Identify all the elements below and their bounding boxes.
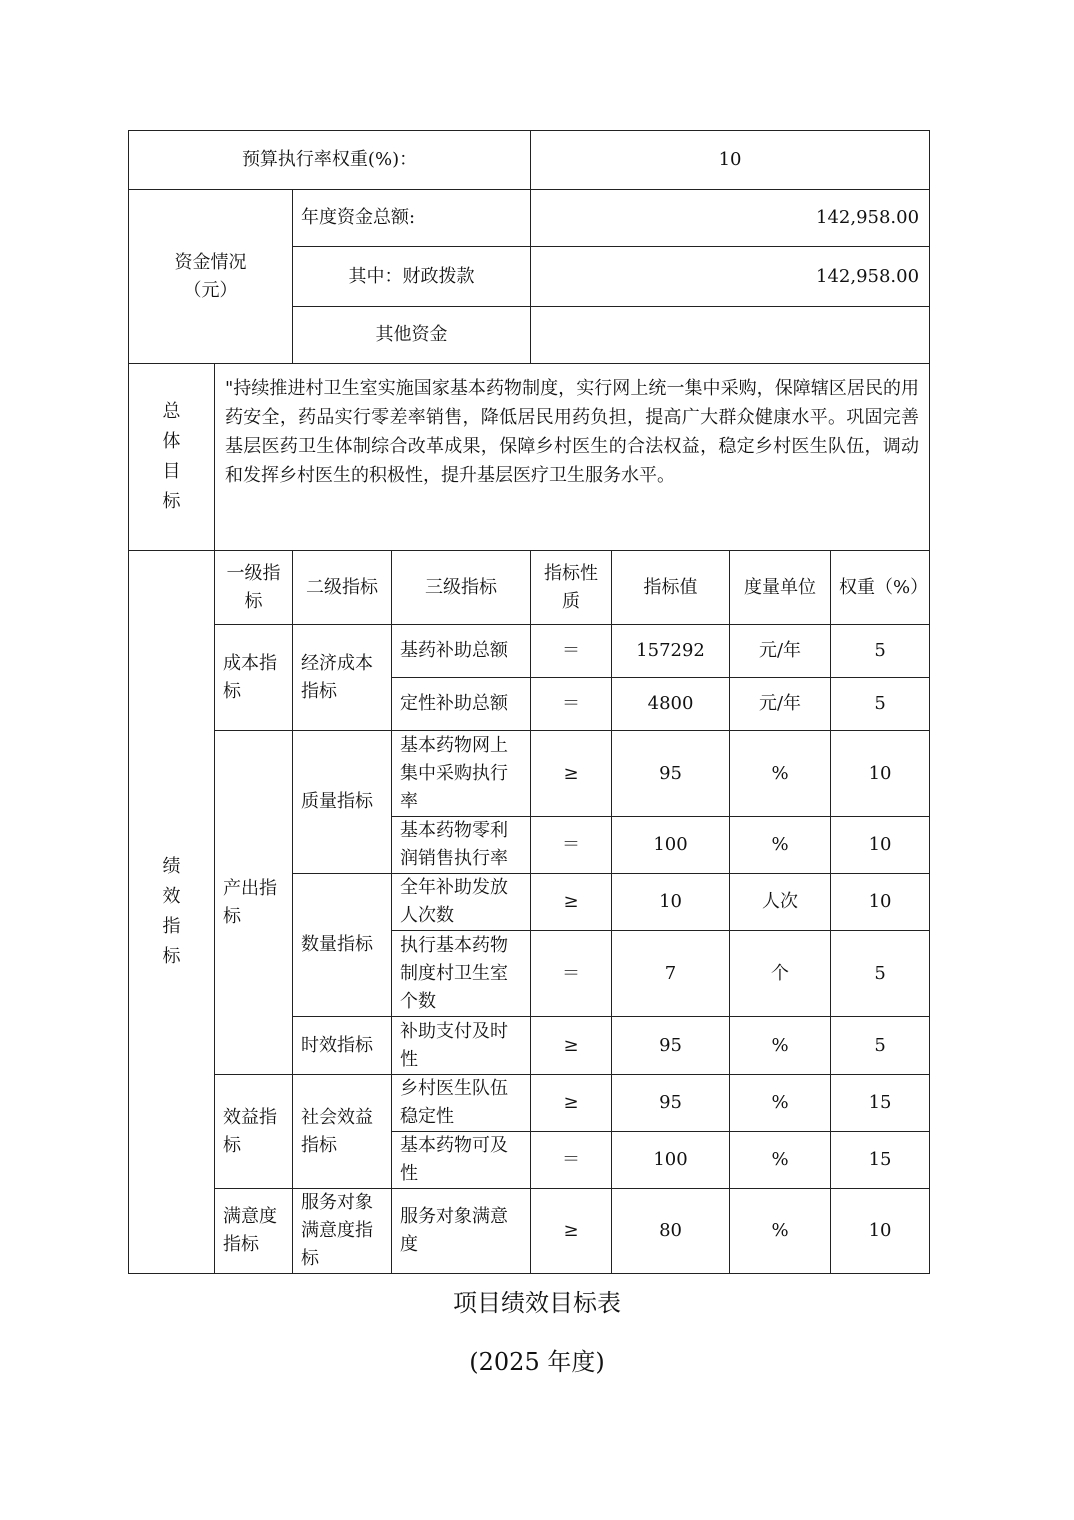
funds-label: 资金情况（元） bbox=[129, 190, 293, 364]
indicator-unit: % bbox=[730, 1189, 831, 1274]
indicator-weight: 5 bbox=[831, 625, 930, 678]
performance-target-table bbox=[128, 130, 930, 1274]
level1-cost: 成本指标 bbox=[215, 625, 293, 731]
indicator-weight: 15 bbox=[831, 1075, 930, 1132]
indicator-weight: 5 bbox=[831, 931, 930, 1017]
fiscal-value: 142,958.00 bbox=[531, 247, 930, 307]
indicator-nature: ＝ bbox=[531, 678, 612, 731]
indicator-weight: 10 bbox=[831, 817, 930, 874]
indicator-weight: 10 bbox=[831, 1189, 930, 1274]
table-row bbox=[129, 625, 930, 678]
indicator-nature: ＝ bbox=[531, 625, 612, 678]
indicator-name: 补助支付及时性 bbox=[392, 1017, 531, 1075]
indicator-value: 7 bbox=[612, 931, 730, 1017]
indicator-value: 100 bbox=[612, 1132, 730, 1189]
caption-title: 项目绩效目标表 bbox=[453, 1289, 621, 1317]
indicator-value: 95 bbox=[612, 1017, 730, 1075]
indicator-value: 10 bbox=[612, 874, 730, 931]
overall-goal-text: "持续推进村卫生室实施国家基本药物制度，实行网上统一集中采购，保障辖区居民的用药安全，药品实行零差率销售，降低居民用药负担，提高广大群众健康水平。巩固完善基层医药卫生体制综合改革成果，保障乡村医生的合法权益，稳定乡村医生队伍，调动和发挥乡村医生的积极性，提升基层医疗卫生服务水平。 bbox=[215, 364, 930, 551]
level1-benefit: 效益指标 bbox=[215, 1075, 293, 1189]
indicator-name: 乡村医生队伍稳定性 bbox=[392, 1075, 531, 1132]
indicator-name: 执行基本药物制度村卫生室个数 bbox=[392, 931, 531, 1017]
indicator-name: 基药补助总额 bbox=[392, 625, 531, 678]
level2-timeliness: 时效指标 bbox=[293, 1017, 392, 1075]
caption-year: (2025 年度) bbox=[469, 1348, 605, 1376]
indicator-unit: % bbox=[730, 1075, 831, 1132]
fiscal-label: 其中：财政拨款 bbox=[293, 247, 531, 307]
indicator-value: 4800 bbox=[612, 678, 730, 731]
table-row bbox=[129, 1189, 930, 1274]
indicator-unit: % bbox=[730, 1017, 831, 1075]
indicator-name: 基本药物可及性 bbox=[392, 1132, 531, 1189]
indicator-value: 157292 bbox=[612, 625, 730, 678]
budget-weight-label: 预算执行率权重(%)： bbox=[129, 131, 531, 190]
level2-economic-cost: 经济成本指标 bbox=[293, 625, 392, 731]
header-nature: 指标性质 bbox=[531, 551, 612, 625]
header-level1: 一级指标 bbox=[215, 551, 293, 625]
indicator-name: 定性补助总额 bbox=[392, 678, 531, 731]
indicator-name: 服务对象满意度 bbox=[392, 1189, 531, 1274]
performance-label: 绩 效 指 标 bbox=[129, 551, 215, 1274]
indicator-nature: ≥ bbox=[531, 1075, 612, 1132]
indicator-nature: ≥ bbox=[531, 731, 612, 817]
indicator-name: 全年补助发放人次数 bbox=[392, 874, 531, 931]
budget-weight-value: 10 bbox=[531, 131, 930, 190]
indicator-weight: 15 bbox=[831, 1132, 930, 1189]
header-weight: 权重（%） bbox=[831, 551, 930, 625]
other-funds-value bbox=[531, 307, 930, 364]
indicator-nature: ＝ bbox=[531, 931, 612, 1017]
indicator-unit: % bbox=[730, 817, 831, 874]
overall-goal-label: 总 体 目 标 bbox=[129, 364, 215, 551]
table-row bbox=[129, 1075, 930, 1132]
indicator-unit: % bbox=[730, 1132, 831, 1189]
indicator-nature: ＝ bbox=[531, 1132, 612, 1189]
indicator-value: 80 bbox=[612, 1189, 730, 1274]
level1-output: 产出指标 bbox=[215, 731, 293, 1075]
other-funds-label: 其他资金 bbox=[293, 307, 531, 364]
level1-satisfaction: 满意度指标 bbox=[215, 1189, 293, 1274]
indicator-name: 基本药物网上集中采购执行率 bbox=[392, 731, 531, 817]
table-row bbox=[129, 731, 930, 817]
level2-quantity: 数量指标 bbox=[293, 874, 392, 1017]
indicator-weight: 5 bbox=[831, 678, 930, 731]
indicator-unit: 人次 bbox=[730, 874, 831, 931]
indicator-name: 基本药物零利润销售执行率 bbox=[392, 817, 531, 874]
indicator-nature: ＝ bbox=[531, 817, 612, 874]
indicator-nature: ≥ bbox=[531, 1189, 612, 1274]
annual-total-value: 142,958.00 bbox=[531, 190, 930, 247]
header-level3: 三级指标 bbox=[392, 551, 531, 625]
header-unit: 度量单位 bbox=[730, 551, 831, 625]
header-value: 指标值 bbox=[612, 551, 730, 625]
indicator-weight: 10 bbox=[831, 874, 930, 931]
annual-total-label: 年度资金总额: bbox=[293, 190, 531, 247]
indicator-value: 100 bbox=[612, 817, 730, 874]
indicator-unit: 个 bbox=[730, 931, 831, 1017]
indicator-value: 95 bbox=[612, 731, 730, 817]
indicator-value: 95 bbox=[612, 1075, 730, 1132]
indicator-weight: 5 bbox=[831, 1017, 930, 1075]
header-level2: 二级指标 bbox=[293, 551, 392, 625]
indicator-unit: 元/年 bbox=[730, 678, 831, 731]
indicator-weight: 10 bbox=[831, 731, 930, 817]
level2-service-satisfaction: 服务对象满意度指标 bbox=[293, 1189, 392, 1274]
indicator-unit: % bbox=[730, 731, 831, 817]
indicator-nature: ≥ bbox=[531, 874, 612, 931]
level2-quality: 质量指标 bbox=[293, 731, 392, 874]
indicator-unit: 元/年 bbox=[730, 625, 831, 678]
indicator-nature: ≥ bbox=[531, 1017, 612, 1075]
level2-social-benefit: 社会效益指标 bbox=[293, 1075, 392, 1189]
